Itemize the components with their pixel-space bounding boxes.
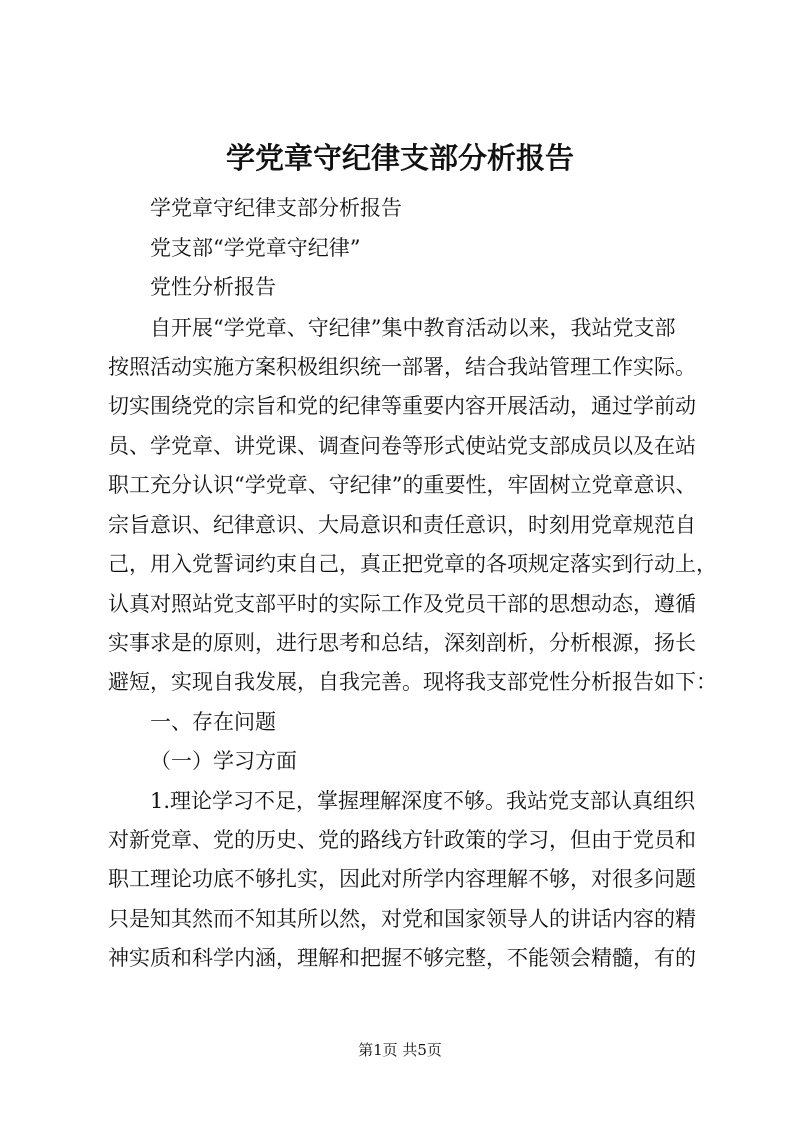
subtitle-line: 学党章守纪律支部分析报告 [150, 196, 402, 220]
page-indicator: 第1页 共5页 [358, 1041, 442, 1059]
paragraph-line: 按照活动实施方案积极组织统一部署，结合我站管理工作实际。 [108, 355, 696, 379]
paragraph-line: 自开展“学党章、守纪律”集中教育活动以来，我站党支部 [150, 316, 676, 340]
paragraph-line: 实事求是的原则，进行思考和总结，深刻剖析，分析根源，扬长 [108, 631, 696, 655]
paragraph-line: 神实质和科学内涵，理解和把握不够完整，不能领会精髓，有的 [108, 946, 696, 970]
paragraph-line: 宗旨意识、纪律意识、大局意识和责任意识，时刻用党章规范自 [108, 513, 696, 537]
paragraph-line: 员、学党章、讲党课、调查问卷等形式使站党支部成员以及在站 [108, 434, 696, 458]
paragraph-line: 己，用入党誓词约束自己，真正把党章的各项规定落实到行动上， [108, 552, 717, 576]
paragraph-line: 职工理论功底不够扎实，因此对所学内容理解不够，对很多问题 [108, 867, 696, 891]
paragraph-line: 只是知其然而不知其所以然，对党和国家领导人的讲话内容的精 [108, 907, 696, 931]
paragraph-line: 1.理论学习不足，掌握理解深度不够。我站党支部认真组织 [150, 789, 696, 813]
paragraph-line: 切实围绕党的宗旨和党的纪律等重要内容开展活动，通过学前动 [108, 394, 696, 418]
paragraph-line: 职工充分认识“学党章、守纪律”的重要性，牢固树立党章意识、 [108, 473, 697, 497]
paragraph-line: 认真对照站党支部平时的实际工作及党员干部的思想动态，遵循 [108, 592, 696, 616]
subtitle-line: 党性分析报告 [150, 275, 276, 299]
paragraph-line: 避短，实现自我发展，自我完善。现将我支部党性分析报告如下： [108, 670, 717, 694]
paragraph-line: 对新党章、党的历史、党的路线方针政策的学习，但由于党员和 [108, 828, 696, 852]
section-heading: 一、存在问题 [150, 710, 276, 734]
subsection-heading: （一）学习方面 [150, 749, 297, 773]
document-title: 学党章守纪律支部分析报告 [225, 141, 574, 175]
subtitle-line: 党支部“学党章守纪律” [150, 236, 361, 260]
